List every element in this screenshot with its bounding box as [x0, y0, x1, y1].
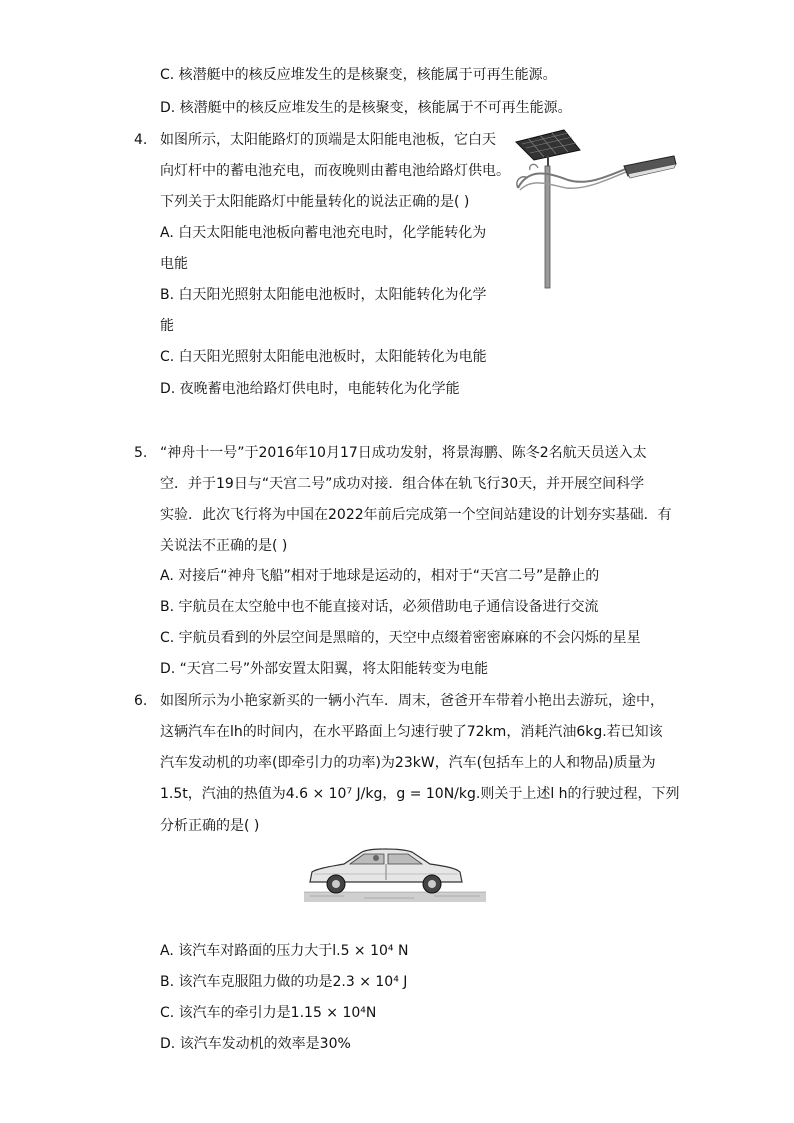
- q4-stem-line-3: 下列关于太阳能路灯中能量转化的说法正确的是( ): [160, 194, 470, 210]
- q6-number: 6.: [134, 693, 148, 709]
- q4-option-b: B. 白天阳光照射太阳能电池板时，太阳能转化为化学: [160, 287, 487, 303]
- q6-option-a: A. 该汽车对路面的压力大于l.5 × 10⁴ N: [160, 943, 409, 959]
- q5-option-a: A. 对接后“神舟飞船”相对于地球是运动的，相对于“天宫二号”是静止的: [160, 568, 600, 584]
- q5-stem-line-3: 实验．此次飞行将为中国在2022年前后完成第一个空间站建设的计划夯实基础．有: [160, 507, 672, 523]
- q3-option-c: C. 核潜艇中的核反应堆发生的是核聚变，核能属于可再生能源。: [160, 67, 557, 83]
- q4-option-d: D. 夜晚蓄电池给路灯供电时，电能转化为化学能: [160, 381, 460, 397]
- q5-stem-line-4: 关说法不正确的是( ): [160, 538, 288, 554]
- q4-option-a-cont: 电能: [160, 256, 188, 272]
- q4-stem-line-2: 向灯杆中的蓄电池充电，而夜晚则由蓄电池给路灯供电。: [160, 163, 510, 179]
- q4-stem-line-1: 如图所示，太阳能路灯的顶端是太阳能电池板，它白天: [160, 132, 496, 148]
- q5-option-c: C. 宇航员看到的外层空间是黑暗的，天空中点缀着密密麻麻的不会闪烁的星星: [160, 630, 641, 646]
- q4-option-b-cont: 能: [160, 318, 174, 334]
- q6-option-b: B. 该汽车克服阻力做的功是2.3 × 10⁴ J: [160, 974, 408, 990]
- q6-stem-line-2: 这辆汽车在lh的时间内，在水平路面上匀速行驶了72km，消耗汽油6kg.若已知该: [160, 724, 663, 740]
- q6-stem-line-4: 1.5t，汽油的热值为4.6 × 10⁷ J/kg，g = 10N/kg.则关于上述l h的行驶过程，下列: [160, 786, 680, 802]
- q5-option-b: B. 宇航员在太空舱中也不能直接对话，必须借助电子通信设备进行交流: [160, 599, 599, 615]
- q5-stem-line-2: 空．并于19日与“天宫二号”成功对接．组合体在轨飞行30天，并开展空间科学: [160, 476, 645, 492]
- q5-stem-line-1: “神舟十一号”于2016年10月17日成功发射，将景海鹏、陈冬2名航天员送入太: [160, 445, 647, 461]
- q3-option-d: D. 核潜艇中的核反应堆发生的是核聚变，核能属于不可再生能源。: [160, 100, 572, 116]
- q6-option-d: D. 该汽车发动机的效率是30%: [160, 1036, 351, 1052]
- q4-option-a: A. 白天太阳能电池板向蓄电池充电时，化学能转化为: [160, 225, 487, 241]
- q6-stem-line-5: 分析正确的是( ): [160, 818, 260, 834]
- solar-street-light-figure: [508, 128, 688, 290]
- car-figure: [304, 846, 486, 904]
- q5-option-d: D. “天宫二号”外部安置太阳翼，将太阳能转变为电能: [160, 661, 489, 677]
- q6-option-c: C. 该汽车的牵引力是1.15 × 10⁴N: [160, 1005, 377, 1021]
- q5-number: 5.: [134, 445, 148, 461]
- q6-stem-line-1: 如图所示为小艳家新买的一辆小汽车．周末，爸爸开车带着小艳出去游玩，途中，: [160, 693, 664, 709]
- q4-number: 4.: [134, 132, 148, 148]
- q6-stem-line-3: 汽车发动机的功率(即牵引力的功率)为23kW，汽车(包括车上的人和物品)质量为: [160, 755, 656, 771]
- q4-option-c: C. 白天阳光照射太阳能电池板时，太阳能转化为电能: [160, 349, 487, 365]
